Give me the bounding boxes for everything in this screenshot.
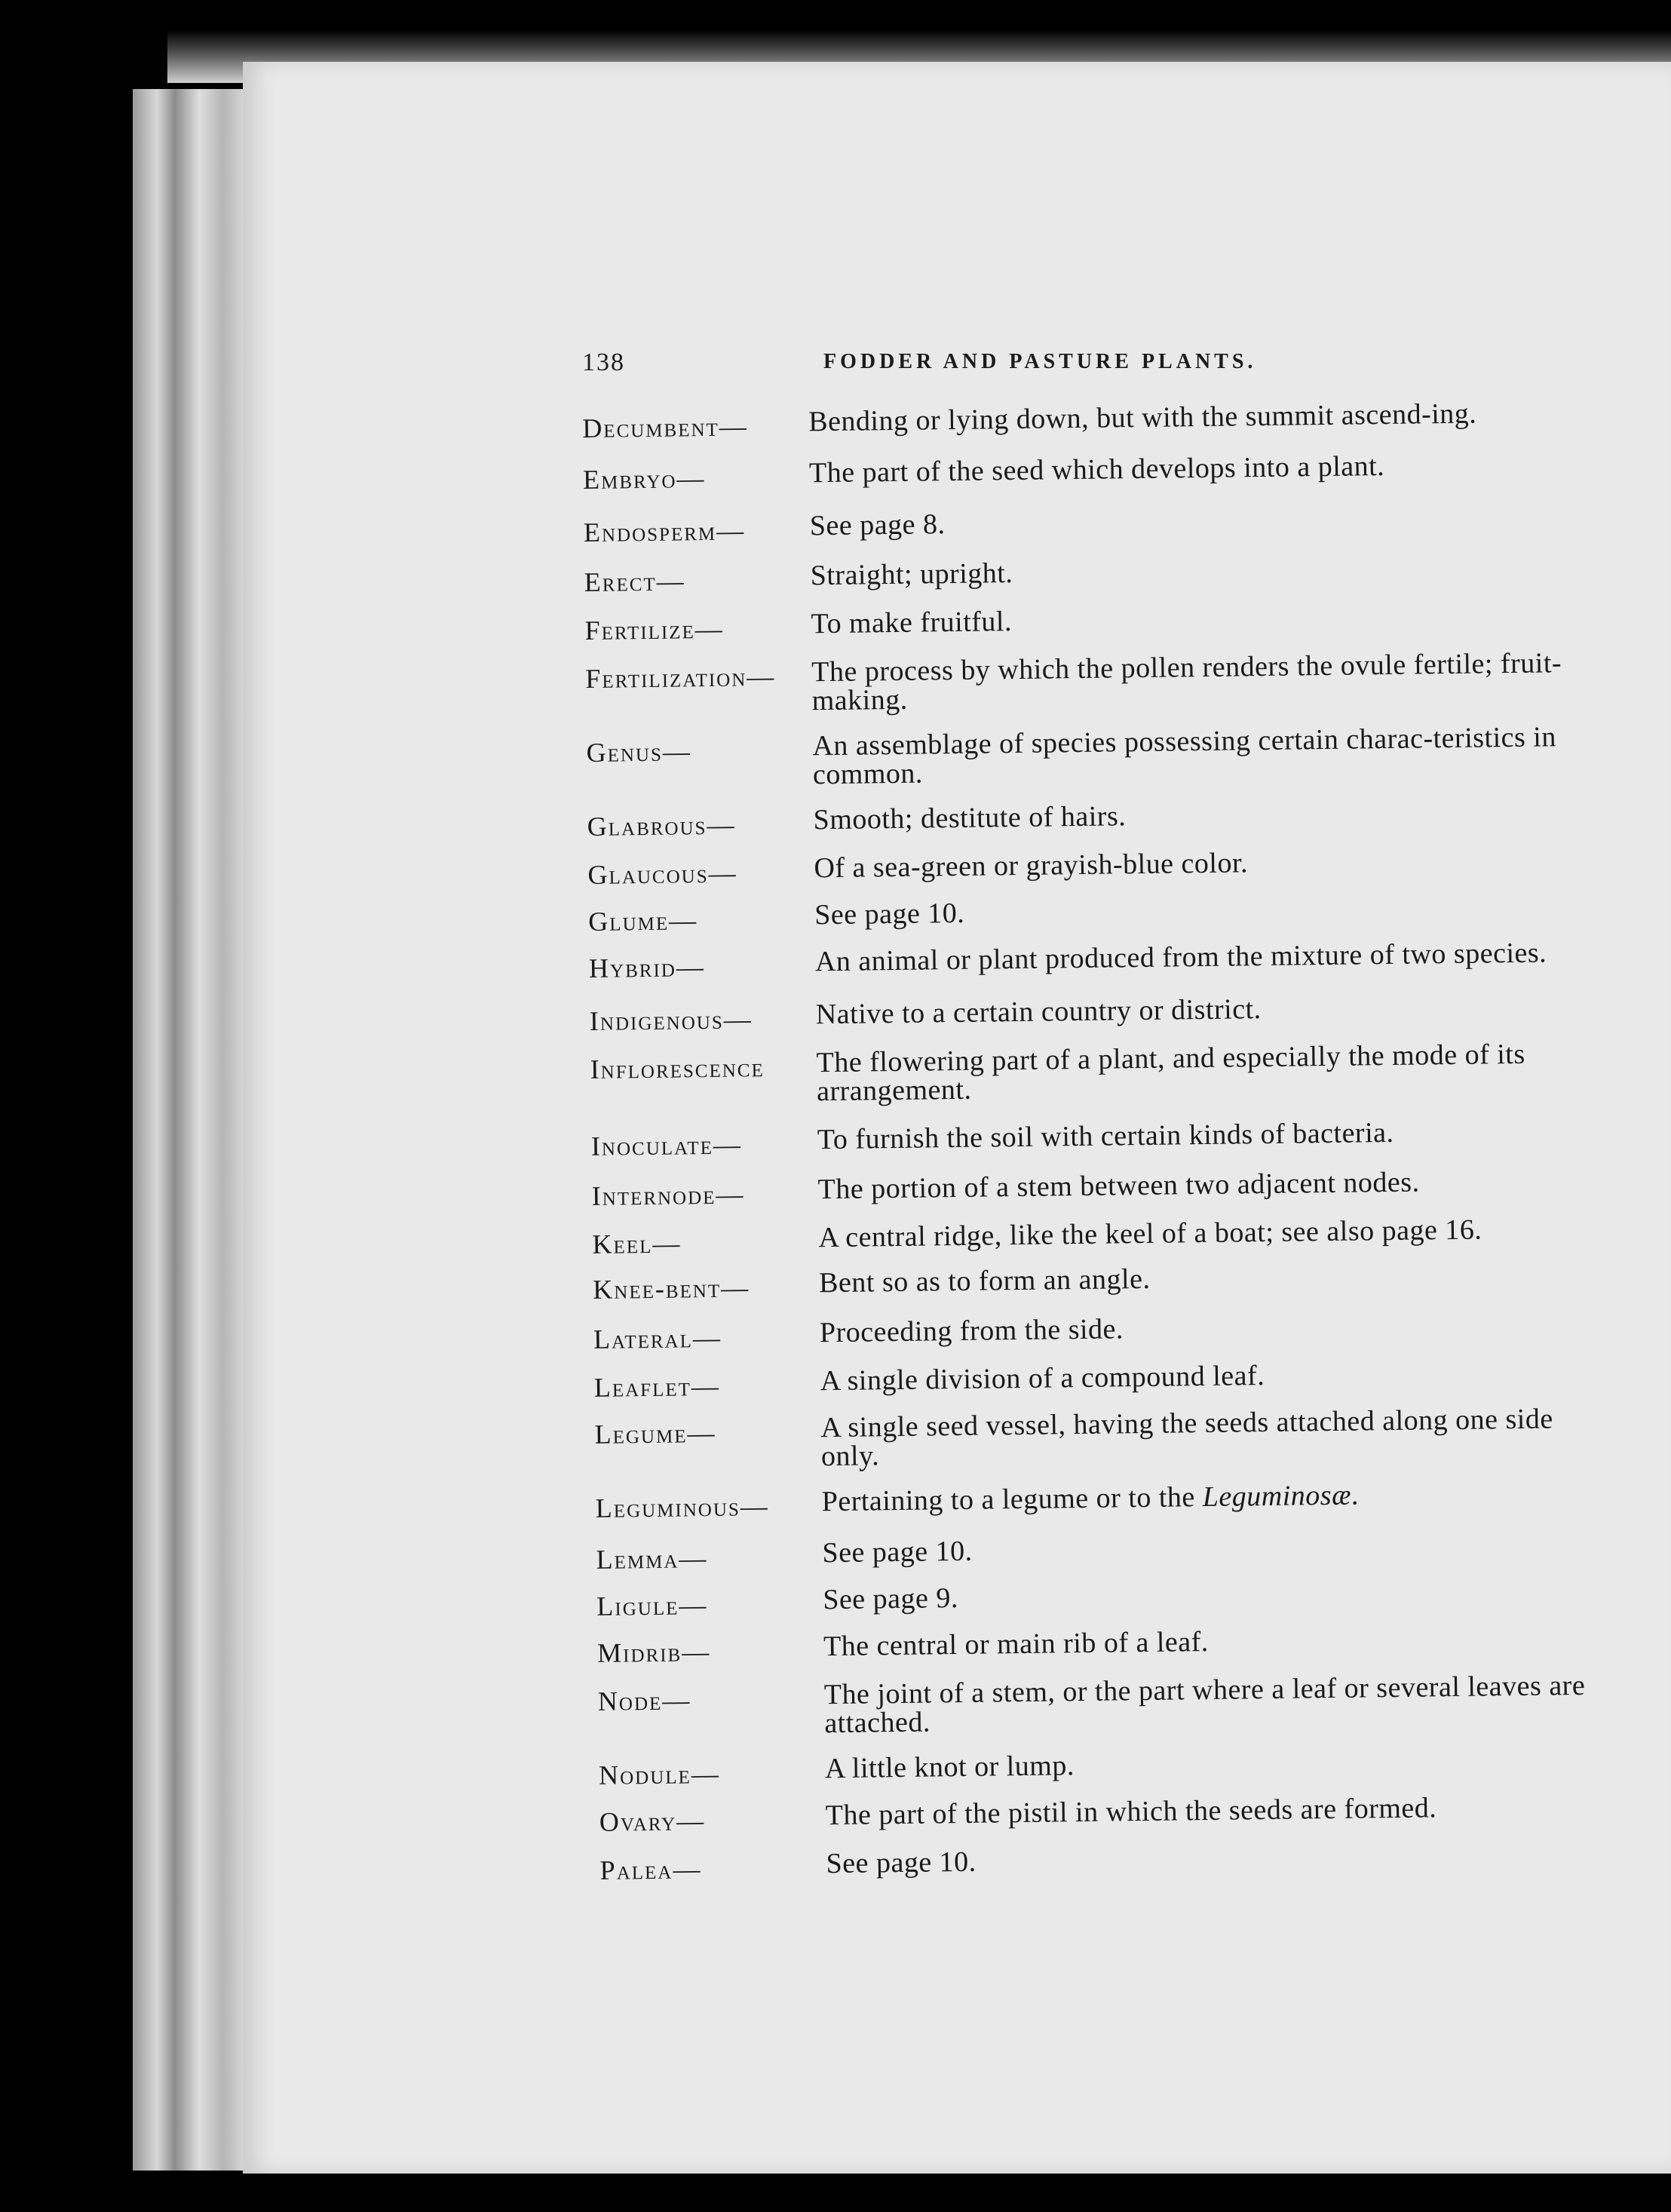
glossary-term: Glume—: [588, 905, 698, 937]
glossary-term: Inoculate—: [590, 1129, 743, 1161]
glossary-entry: [598, 1671, 1594, 1741]
glossary-term: Erect—: [584, 566, 685, 597]
glossary-definition: The process by which the pollen renders the ovule fertile; fruit-making.: [811, 647, 1562, 717]
glossary-definition: Smooth; destitute of hairs.: [813, 800, 1127, 836]
glossary-definition: Straight; upright.: [810, 557, 1013, 592]
glossary-term: Embryo—: [582, 463, 706, 495]
running-title: FODDER AND PASTURE PLANTS.: [823, 350, 1257, 373]
glossary-entry: [599, 1792, 1595, 1837]
glossary-definition: An assemblage of species possessing certain charac-teristics in common.: [812, 721, 1557, 791]
glossary-term: Keel—: [592, 1228, 682, 1259]
glossary-definition: The portion of a stem between two adjacent nodes.: [817, 1166, 1420, 1206]
glossary-definition: See page 9.: [823, 1582, 959, 1616]
glossary-entry: [584, 502, 1579, 548]
glossary-entry: [591, 1116, 1587, 1161]
glossary-term: Nodule—: [598, 1758, 721, 1790]
glossary-definition: Proceeding from the side.: [819, 1313, 1124, 1349]
glossary-term: Glaucous—: [587, 857, 737, 890]
glossary-term: Legume—: [594, 1417, 716, 1450]
glossary-definition: See page 8.: [809, 508, 946, 542]
glossary-term: Hybrid—: [588, 952, 706, 983]
glossary-entry: [592, 1214, 1587, 1259]
glossary-entry: [596, 1576, 1592, 1621]
glossary-definition: Bent so as to form an angle.: [818, 1262, 1151, 1299]
glossary-term: Decumbent—: [582, 411, 749, 443]
glossary-entry: [589, 938, 1584, 983]
glossary-entry: [583, 449, 1578, 495]
glossary-definition: Native to a certain country or district.: [815, 993, 1262, 1031]
glossary-definition: To furnish the soil with certain kinds of bacteria.: [817, 1116, 1394, 1156]
glossary-term: Fertilization—: [585, 661, 776, 694]
book-page: [243, 62, 1671, 2174]
glossary-entry: [599, 1840, 1595, 1885]
glossary-term: Palea—: [599, 1854, 702, 1885]
glossary-entry: [587, 845, 1583, 890]
glossary-entry: [587, 796, 1582, 842]
glossary-entry: [591, 1166, 1587, 1211]
glossary-entry: [588, 891, 1584, 937]
glossary-term: Node—: [597, 1685, 691, 1717]
glossary-term: Indigenous—: [589, 1004, 753, 1036]
glossary-definition: The flowering part of a plant, and especially the mode of its arrangement.: [816, 1038, 1525, 1108]
glossary-definition: The central or main rib of a leaf.: [823, 1625, 1210, 1663]
glossary-term: Lateral—: [593, 1322, 722, 1355]
glossary-definition: See page 10.: [822, 1535, 973, 1569]
glossary-definition: A central ridge, like the keel of a boat; see also page 16.: [818, 1213, 1482, 1254]
glossary-definition: Pertaining to a legume or to the Leguminosæ.: [821, 1479, 1360, 1518]
page-edges: [133, 89, 253, 2171]
glossary-definition: An animal or plant produced from the mixture of two species.: [814, 937, 1547, 978]
glossary-definition: The joint of a stem, or the part where a leaf or several leaves are attached.: [823, 1669, 1586, 1740]
glossary-entry: [586, 723, 1582, 792]
glossary-entry: [594, 1404, 1590, 1474]
glossary-entry: [596, 1529, 1591, 1575]
glossary-term: Endosperm—: [583, 515, 746, 548]
glossary-entry: [597, 1623, 1593, 1668]
glossary-entry: [599, 1745, 1594, 1790]
glossary-term: Leaflet—: [593, 1370, 721, 1403]
glossary-definition: See page 10.: [814, 897, 965, 931]
glossary-definition: A single seed vessel, having the seeds attached along one side only.: [820, 1403, 1553, 1473]
glossary-definition: Of a sea-green or grayish-blue color.: [814, 847, 1249, 885]
glossary-definition: The part of the seed which develops into a plant.: [808, 450, 1385, 489]
glossary-definition: The part of the pistil in which the seeds are formed.: [825, 1792, 1437, 1832]
glossary-term: Knee-bent—: [593, 1272, 750, 1305]
glossary-term: Lemma—: [596, 1543, 708, 1575]
glossary-entry: [590, 1039, 1586, 1109]
glossary-term: Ovary—: [599, 1805, 706, 1837]
glossary-entry: [595, 1478, 1590, 1523]
glossary-entry: [582, 398, 1577, 443]
glossary-term: Glabrous—: [587, 809, 736, 842]
glossary-list: [582, 398, 1596, 1885]
glossary-definition: Bending or lying down, but with the summit ascend-ing.: [808, 397, 1477, 438]
italic-term: Leguminosæ: [1202, 1479, 1352, 1514]
glossary-entry: [590, 991, 1585, 1036]
glossary-entry: [594, 1358, 1590, 1403]
glossary-definition: See page 10.: [826, 1845, 977, 1880]
glossary-entry: [593, 1259, 1588, 1305]
glossary-term: Midrib—: [596, 1637, 711, 1668]
glossary-entry: [593, 1309, 1589, 1355]
glossary-definition: A little knot or lump.: [824, 1750, 1075, 1785]
glossary-term: Ligule—: [596, 1590, 708, 1621]
glossary-term: Genus—: [586, 736, 692, 768]
glossary-definition: A single division of a compound leaf.: [820, 1360, 1265, 1397]
glossary-entry: [584, 600, 1580, 646]
glossary-term: Fertilize—: [584, 613, 725, 646]
glossary-term: Leguminous—: [595, 1491, 770, 1523]
glossary-term: Inflorescence: [590, 1052, 765, 1085]
glossary-term: Internode—: [591, 1179, 745, 1211]
glossary-entry: [584, 552, 1579, 597]
glossary-entry: [585, 649, 1581, 718]
glossary-definition: To make fruitful.: [811, 606, 1013, 640]
page-number: 138: [582, 348, 625, 376]
